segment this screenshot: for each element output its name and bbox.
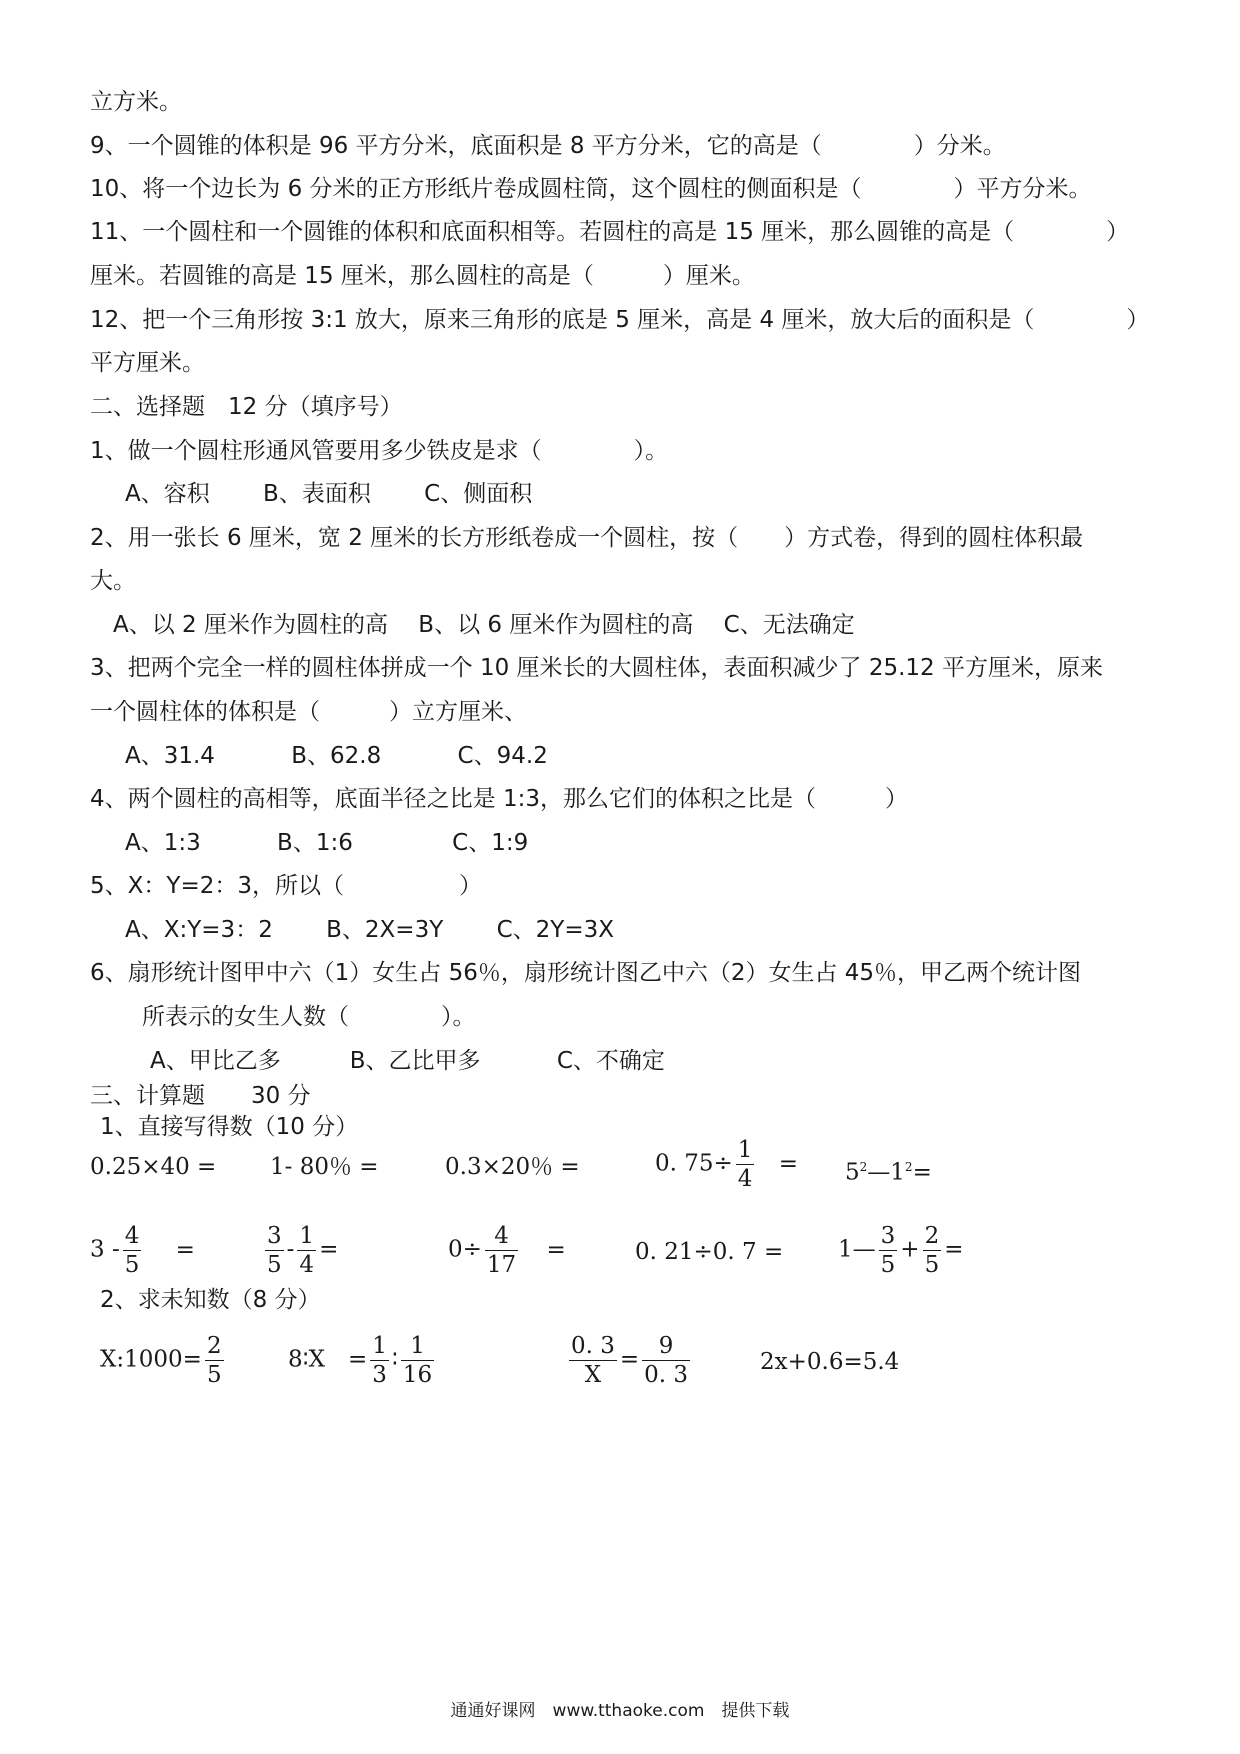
fraction: $\frac{1}{4}$ bbox=[299, 1223, 315, 1278]
page-footer: 通通好课网 www.tthaoke.com 提供下载 bbox=[450, 1701, 790, 1721]
question-10: 10、将一个边长为 6 分米的正方形纸片卷成圆柱筒，这个圆柱的侧面积是（ ）平方分米。 bbox=[90, 176, 1092, 202]
calc-item: 1— $\frac{3}{5}$ + $\frac{2}{5}$ = bbox=[838, 1223, 964, 1278]
calc-item: 0. 21÷0. 7 = bbox=[635, 1239, 784, 1265]
choice-question-3-line-2: 一个圆柱体的体积是（ ）立方厘米、 bbox=[90, 699, 527, 725]
choice-options-2: A、以 2 厘米作为圆柱的高 B、以 6 厘米作为圆柱的高 C、无法确定 bbox=[113, 612, 855, 638]
text-line: 立方米。 bbox=[90, 89, 182, 115]
choice-question-2-line-2: 大。 bbox=[90, 568, 136, 594]
question-12-line-1: 12、把一个三角形按 3:1 放大，原来三角形的底是 5 厘米，高是 4 厘米，放大后的面积是（ ） bbox=[90, 307, 1150, 333]
equation-2: 8∶X = $\frac{1}{3}$ ∶ $\frac{1}{16}$ bbox=[288, 1333, 433, 1388]
calc-subheading-1: 1、直接写得数（10 分） bbox=[100, 1114, 359, 1140]
fraction: $\frac{2}{5}$ bbox=[206, 1333, 222, 1388]
fraction: $\frac{1}{3}$ bbox=[372, 1333, 387, 1388]
choice-question-4: 4、两个圆柱的高相等，底面半径之比是 1:3，那么它们的体积之比是（ ） bbox=[90, 786, 908, 812]
fraction: $\frac{0. 3}{X}$ bbox=[571, 1333, 615, 1388]
choice-question-5: 5、X：Y=2：3，所以（ ） bbox=[90, 873, 482, 899]
calc-item: 1- 80％ = bbox=[270, 1154, 379, 1180]
calc-item: $\frac{3}{5}$ - $\frac{1}{4}$ = bbox=[267, 1223, 339, 1278]
fraction: $\frac{3}{5}$ bbox=[267, 1223, 282, 1278]
calc-item: 0.25×40 = bbox=[90, 1154, 217, 1180]
calc-item: $5^2—1^2=$ bbox=[845, 1159, 932, 1186]
choice-question-2-line-1: 2、用一张长 6 厘米，宽 2 厘米的长方形纸卷成一个圆柱，按（ ）方式卷，得到的圆柱体积最 bbox=[90, 525, 1084, 551]
fraction: $\frac{4}{17}$ bbox=[486, 1223, 517, 1278]
choice-question-6-line-2: 所表示的女生人数（ ）。 bbox=[142, 1004, 476, 1030]
fraction: $\frac{1}{4}$ bbox=[737, 1137, 753, 1192]
calc-item: 3 - $\frac{4}{5}$ = bbox=[90, 1223, 195, 1278]
calc-item: 0.3×20％ = bbox=[445, 1154, 580, 1180]
choice-options-5: A、X:Y=3：2 B、2X=3Y C、2Y=3X bbox=[125, 917, 614, 943]
question-9: 9、一个圆锥的体积是 96 平方分米，底面积是 8 平方分米，它的高是（ ）分米。 bbox=[90, 133, 1006, 159]
section-2-heading: 二、选择题 12 分（填序号） bbox=[90, 394, 403, 420]
choice-options-3: A、31.4 B、62.8 C、94.2 bbox=[125, 743, 548, 769]
fraction: $\frac{4}{5}$ bbox=[124, 1223, 140, 1278]
fraction: $\frac{1}{16}$ bbox=[402, 1333, 433, 1388]
choice-options-1: A、容积 B、表面积 C、侧面积 bbox=[125, 481, 533, 507]
fraction: $\frac{3}{5}$ bbox=[880, 1223, 896, 1278]
equation-3: $\frac{0. 3}{X}$ = $\frac{9}{0. 3}$ bbox=[571, 1333, 689, 1388]
fraction: $\frac{9}{0. 3}$ bbox=[644, 1333, 689, 1388]
calc-item: 0÷ $\frac{4}{17}$ = bbox=[448, 1223, 566, 1278]
equation-1: X:1000= $\frac{2}{5}$ bbox=[100, 1333, 222, 1388]
choice-question-3-line-1: 3、把两个完全一样的圆柱体拼成一个 10 厘米长的大圆柱体，表面积减少了 25.12 平方厘米，原来 bbox=[90, 655, 1103, 681]
question-11-line-1: 11、一个圆柱和一个圆锥的体积和底面积相等。若圆柱的高是 15 厘米，那么圆锥的高是（ ） bbox=[90, 219, 1130, 245]
fraction: $\frac{2}{5}$ bbox=[924, 1223, 940, 1278]
choice-question-6-line-1: 6、扇形统计图甲中六（1）女生占 56％，扇形统计图乙中六（2）女生占 45％，甲乙两个统计图 bbox=[90, 960, 1082, 986]
question-12-line-2: 平方厘米。 bbox=[90, 350, 205, 376]
choice-options-4: A、1:3 B、1:6 C、1:9 bbox=[125, 830, 529, 856]
calc-item: 0. 75÷ $\frac{1}{4}$ = bbox=[655, 1137, 799, 1192]
equation-4: 2x+0.6=5.4 bbox=[760, 1349, 900, 1375]
calc-subheading-2: 2、求未知数（8 分） bbox=[100, 1287, 321, 1313]
choice-options-6: A、甲比乙多 B、乙比甲多 C、不确定 bbox=[150, 1048, 665, 1074]
choice-question-1: 1、做一个圆柱形通风管要用多少铁皮是求（ ）。 bbox=[90, 438, 669, 464]
section-3-heading: 三、计算题 30 分 bbox=[90, 1083, 311, 1109]
question-11-line-2: 厘米。若圆锥的高是 15 厘米，那么圆柱的高是（ ）厘米。 bbox=[90, 263, 755, 289]
